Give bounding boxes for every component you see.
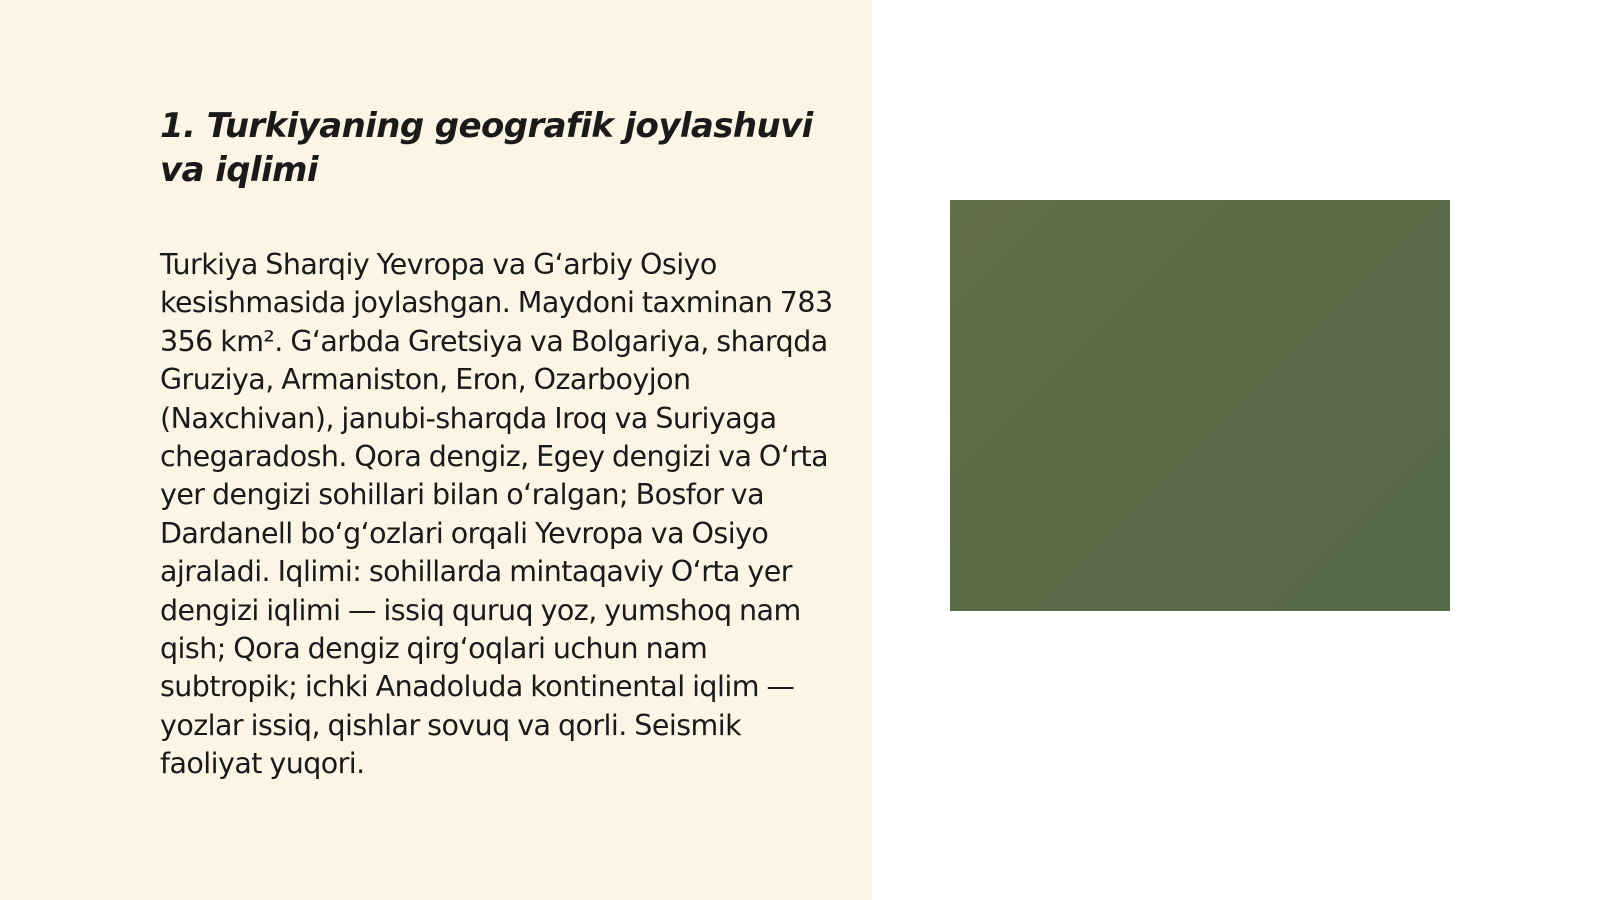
- slide-body-text: Turkiya Sharqiy Yevropa va G‘arbiy Osiyo kesishmasida joylashgan. Maydoni taxminan 783 356 km². G‘arbda Gretsiya va Bolgariya, sharqda Gruziya, Armaniston, Eron, Ozarboyjon (Naxchivan), janubi-sharqda Iroq va Suriyaga chegaradosh. Qora dengiz, Egey dengizi va O‘rta yer dengizi sohillari bilan o‘ralgan; Bosfor va Dardanell bo‘g‘ozlari orqali Yevropa va Osiyo ajraladi. Iqlimi: sohillarda mintaqaviy O‘rta yer dengizi iqlimi — issiq quruq yoz, yumshoq nam qish; Qora dengiz qirg‘oqlari uchun nam subtropik; ichki Anadoluda kontinental iqlim — yozlar issiq, qishlar sovuq va qorli. Seismik faoliyat yuqori.: [160, 248, 833, 781]
- slide-title: 1. Turkiyaning geografik joylashuvi va iqlimi: [160, 106, 813, 190]
- slide-image: [950, 200, 1450, 611]
